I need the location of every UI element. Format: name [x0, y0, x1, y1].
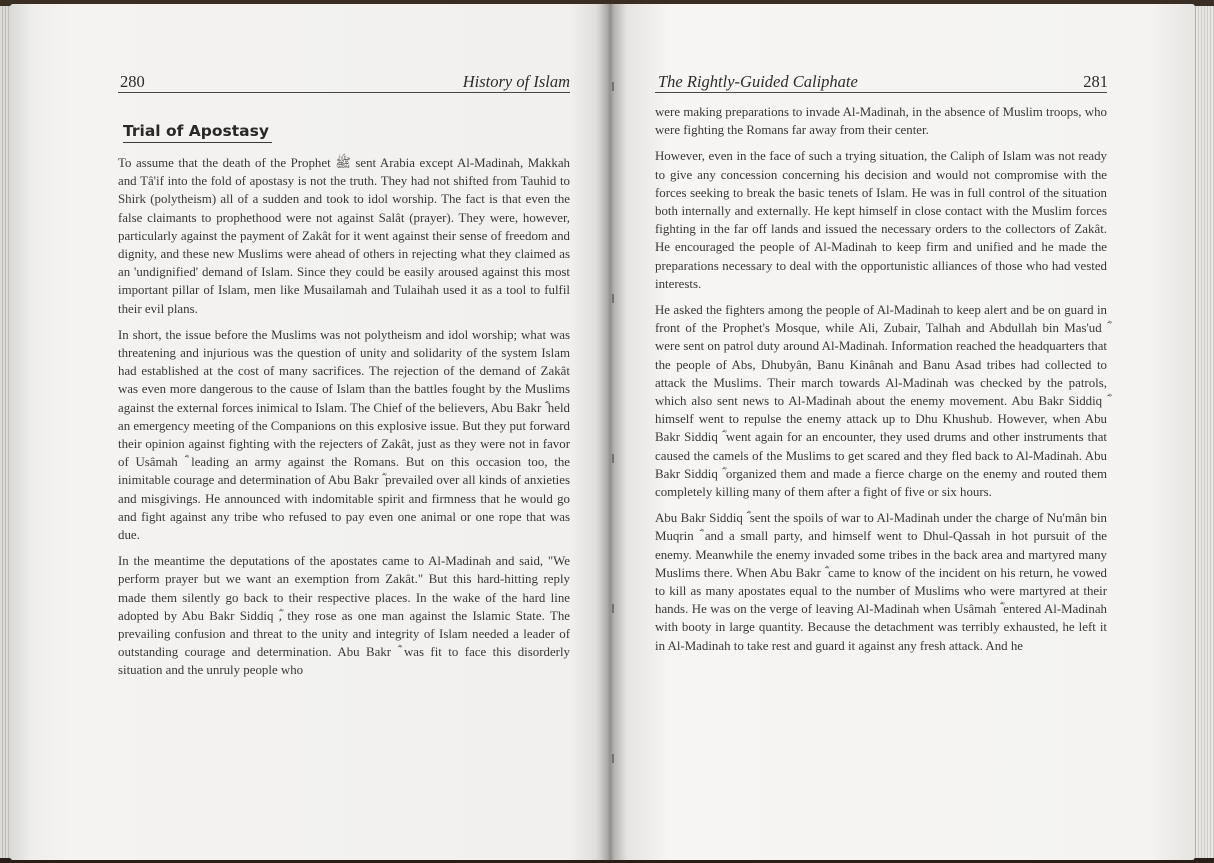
right-page-edges: [1195, 6, 1214, 858]
right-page-number: 281: [1083, 72, 1108, 91]
right-paragraph-4: Abu Bakr Siddiq ؓ sent the spoils of war to Al-Madinah under the charge of Nu'mân bin Muqrin ؓ and a small party, and himself went to Dhul-Qassah in hot pursuit of the enemy. Meanwhile the enemy invaded some tribes in the back area and martyred many Muslims there. When Abu Bakr ؓ came to know of the incident on his return, he vowed to kill as many apostates equal to the number of Muslims who were martyred at their hands. He was on the verge of leaving Al-Madinah when Usâmah ؓ entered Al-Madinah with booty in large quantity. Because the detachment was terribly exhausted, he left it in Al-Madinah to take rest and guard it against any fresh attack. And he: [655, 511, 1107, 653]
left-paragraph-2: In short, the issue before the Muslims was not polytheism and idol worship; what was threatening and injurious was the question of unity and solidarity of the system Islam had established at the cost of many sacrifices. The rejection of the demand of Zakât was even more dangerous to the cause of Islam than the battles fought by the Muslims against the external forces inimical to Islam. The Chief of the believers, Abu Bakr ؓ held an emergency meeting of the Companions on this explosive issue. But they put forward their opinion against fighting with the rejecters of Zakât, just as they were not in favor of Usâmah ؓ leading an army against the Romans. But on this occasion too, the inimitable courage and determination of Abu Bakr ؓ prevailed over all kinds of anxieties and misgivings. He announced with indomitable spirit and firmness that he would go and fight against any tribe who refused to pay even one animal or one rope that was due.: [118, 327, 570, 543]
gutter-mark: [612, 754, 614, 763]
right-paragraph-3: He asked the fighters among the people of Al-Madinah to keep alert and be on guard in front of the Prophet's Mosque, while Ali, Zubair, Talhah and Abdullah bin Mas'ud ؓ were sent on patrol duty around Al-Madinah. Information reached the headquarters that the people of Abs, Dhubyân, Banu Kinânah and Banu Asad tribes had collected to attack the Muslims. Their march towards Al-Madinah was checked by the patrols, which also sent news to Al-Madinah about the enemy movement. Abu Bakr Siddiq ؓ himself went to repulse the enemy attack up to Dhu Khushub. However, when Abu Bakr Siddiq ؓ went again for an encounter, they used drums and other instruments that caused the camels of the Muslims to get scared and they fled back to Al-Madinah. Abu Bakr Siddiq ؓ organized them and made a fierce charge on the enemy and routed them completely killing many of them after a fight of five or six hours.: [655, 303, 1107, 500]
right-page: [610, 4, 1195, 860]
gutter-mark: [612, 294, 614, 303]
gutter-mark: [612, 454, 614, 463]
right-body-text: [655, 103, 1107, 655]
left-body-text: [118, 154, 570, 680]
right-running-title: The Rightly-Guided Caliphate: [658, 72, 858, 91]
right-paragraph-2: However, even in the face of such a trying situation, the Caliph of Islam was not ready to give any concession concerning his decision and would not compromise with the forces seeking to break the basic tenets of Islam. He was in full control of the situation both internally and externally. He kept himself in close contact with the Muslim forces fighting in the far off lands and issued the necessary orders to the collectors of Zakât. He encouraged the people of Al-Madinah to keep firm and unified and he made the preparations necessary to deal with the opportunistic alliances of those who had vested interests.: [655, 149, 1107, 291]
left-page: [10, 4, 610, 860]
section-heading: Trial of Apostasy: [123, 122, 272, 143]
left-paragraph-1: To assume that the death of the Prophet ﷺ sent Arabia except Al-Madinah, Makkah and Tâ'if into the fold of apostasy is not the truth. They had not shifted from Tauhid to Shirk (polytheism) all of a sudden and took to idol worship. The fact is that even the false claimants to prophethood were not against Salât (prayer). They were, however, particularly against the payment of Zakât for it went against their sense of freedom and dignity, and these new Muslims were ahead of others in rejecting what they claimed as an 'undignified' demand of Islam. Since they could be easily aroused against this most important pillar of Islam, men like Musailamah and Tulaihah used it as a tool to fulfil their evil plans.: [118, 156, 570, 316]
gutter-mark: [612, 604, 614, 613]
left-header-rule: [118, 92, 570, 93]
right-header-rule: [655, 92, 1107, 93]
left-page-number: 280: [120, 72, 145, 91]
right-paragraph-1: were making preparations to invade Al-Madinah, in the absence of Muslim troops, who were fighting the Romans far away from their center.: [655, 105, 1107, 138]
left-running-title: History of Islam: [462, 72, 570, 91]
gutter-mark: [612, 82, 614, 91]
left-paragraph-3: In the meantime the deputations of the apostates came to Al-Madinah and said, "We perform prayer but we want an exemption from Zakât." But this hard-hitting reply made them silently go back to their respective places. In the wake of the hard line adopted by Abu Bakr Siddiq ؓ, they rose as one man against the Islamic State. The prevailing confusion and threat to the unity and integrity of Islam needed a leader of outstanding courage and determination. Abu Bakr ؓ was fit to face this disorderly situation and the unruly people who: [118, 554, 570, 678]
